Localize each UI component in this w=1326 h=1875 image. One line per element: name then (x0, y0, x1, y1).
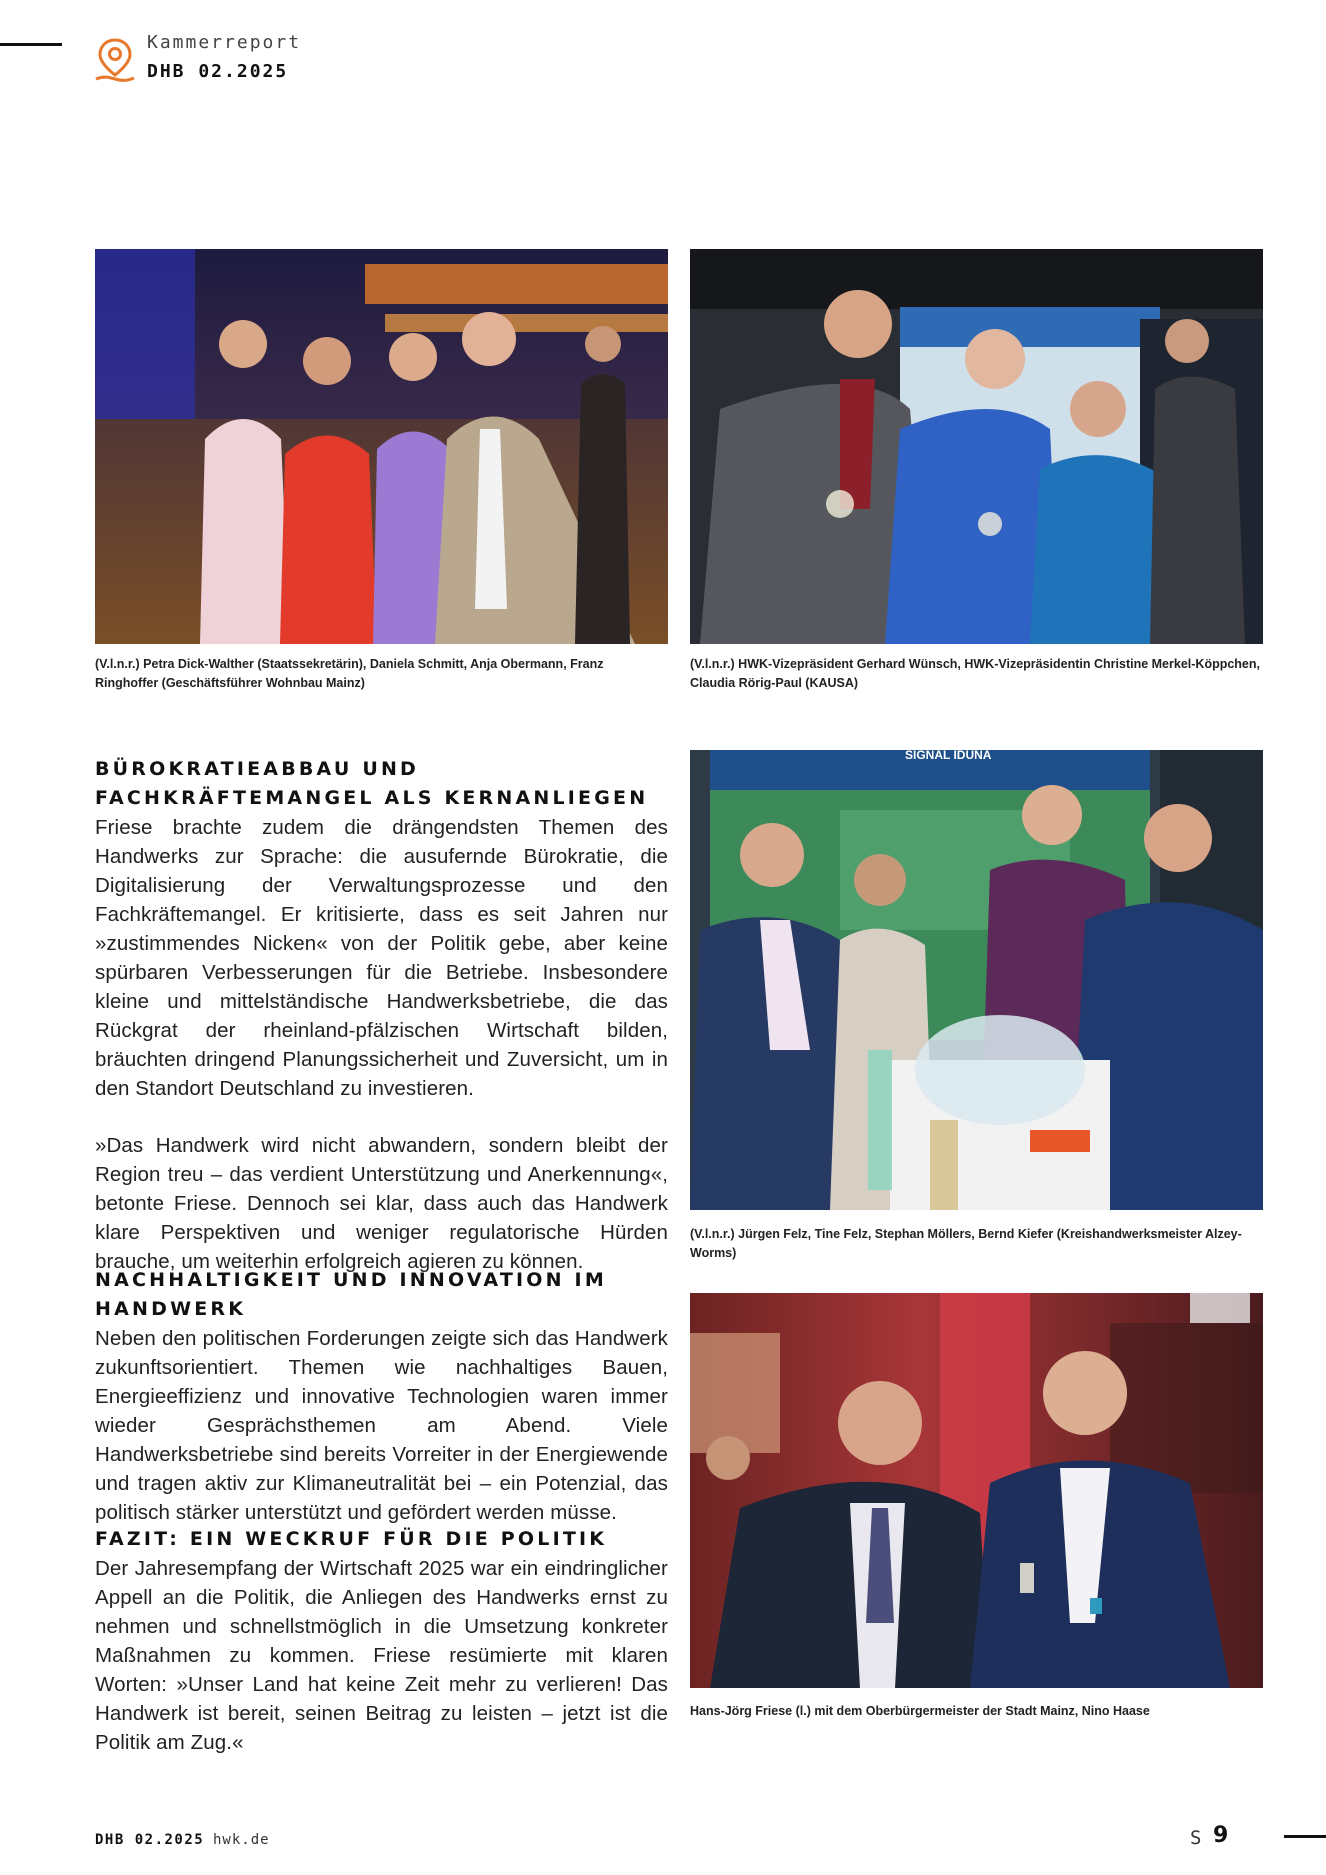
photo-group-at-table (690, 750, 1263, 1210)
section-heading: NACHHALTIGKEIT UND INNOVATION IM HANDWERK (95, 1269, 607, 1320)
photo-caption: Hans-Jörg Friese (l.) mit dem Oberbürgermeister der Stadt Mainz, Nino Haase (690, 1704, 1150, 1718)
page-number: 9 (1213, 1823, 1229, 1848)
banner-logo: SIGNAL IDUNA (905, 750, 992, 762)
section-label: Kammerreport (147, 32, 302, 53)
photo-caption: (V.l.n.r.) Petra Dick-Walther (Staatssekretärin), Daniela Schmitt, Anja Obermann, Franz Ringhoffer (Geschäftsführer Wohnbau Mainz) (95, 657, 604, 690)
footer-issue: DHB 02.2025 (95, 1832, 205, 1848)
location-pin-icon (93, 37, 137, 83)
article-section-conclusion (95, 1525, 668, 1757)
photo-friese-haase (690, 1293, 1263, 1688)
section-heading: BÜROKRATIEABBAU UND FACHKRÄFTEMANGEL ALS KERNANLIEGEN (95, 758, 649, 809)
photo-caption: (V.l.n.r.) Jürgen Felz, Tine Felz, Stephan Möllers, Bernd Kiefer (Kreishandwerksmeister Alzey-Worms) (690, 1227, 1242, 1260)
top-left-rule (0, 43, 62, 46)
issue-label: DHB 02.2025 (147, 61, 289, 82)
body-paragraph: Friese brachte zudem die drängendsten Themen des Handwerks zur Sprache: die ausufernde Bürokratie, die Digitalisierung der Verwaltungsprozesse und den Fachkräftemangel. Er kritisierte, dass es seit Jahren nur »zustimmendes Nicken« von der Politik gebe, aber keine spürbaren Verbesserungen für die Betriebe. Insbesondere kleine und mittelständische Handwerksbetriebe, die das Rückgrat der rheinland-pfälzischen Wirtschaft bilden, bräuchten dringend Planungssicherheit und Zuversicht, um in den Standort Deutschland zu investieren. (95, 816, 668, 1100)
footer-website-link[interactable]: hwk.de (213, 1832, 270, 1848)
bottom-right-rule (1284, 1835, 1326, 1838)
photo-vice-presidents (690, 249, 1263, 644)
body-paragraph: Der Jahresempfang der Wirtschaft 2025 war ein eindringlicher Appell an die Politik, die Anliegen des Handwerks ernst zu nehmen und schnellstmöglich in die Umsetzung konkreter Maßnahmen zu kommen. Friese resümierte mit klaren Worten: »Unser Land hat keine Zeit mehr zu verlieren! Das Handwerk ist bereit, seinen Beitrag zu leisten – jetzt ist die Politik am Zug.« (95, 1557, 668, 1754)
section-heading: FAZIT: EIN WECKRUF FÜR DIE POLITIK (95, 1528, 608, 1550)
article-section-sustainability (95, 1266, 668, 1527)
body-paragraph: »Das Handwerk wird nicht abwandern, sondern bleibt der Region treu – das verdient Unterstützung und Anerkennung«, betonte Friese. Dennoch sei klar, dass auch das Handwerk klare Perspektiven und weniger regulatorische Hürden brauche, um weiterhin erfolgreich agieren zu können. (95, 1134, 668, 1273)
page-number-prefix: S (1190, 1827, 1202, 1849)
photo-group-four-people (95, 249, 668, 644)
article-section-bureaucracy (95, 755, 668, 1276)
body-paragraph: Neben den politischen Forderungen zeigte sich das Handwerk zukunftsorientiert. Themen wie nachhaltiges Bauen, Energieeffizienz und innovative Technologien waren immer wieder Gesprächsthemen am Abend. Viele Handwerksbetriebe sind bereits Vorreiter in der Energiewende und tragen aktiv zur Klimaneutralität bei – ein Potenzial, das politisch stärker unterstützt und gefördert werden müsse. (95, 1327, 668, 1524)
photo-caption: (V.l.n.r.) HWK-Vizepräsident Gerhard Wünsch, HWK-Vizepräsidentin Christine Merkel-Köppchen, Claudia Rörig-Paul (KAUSA) (690, 657, 1260, 690)
